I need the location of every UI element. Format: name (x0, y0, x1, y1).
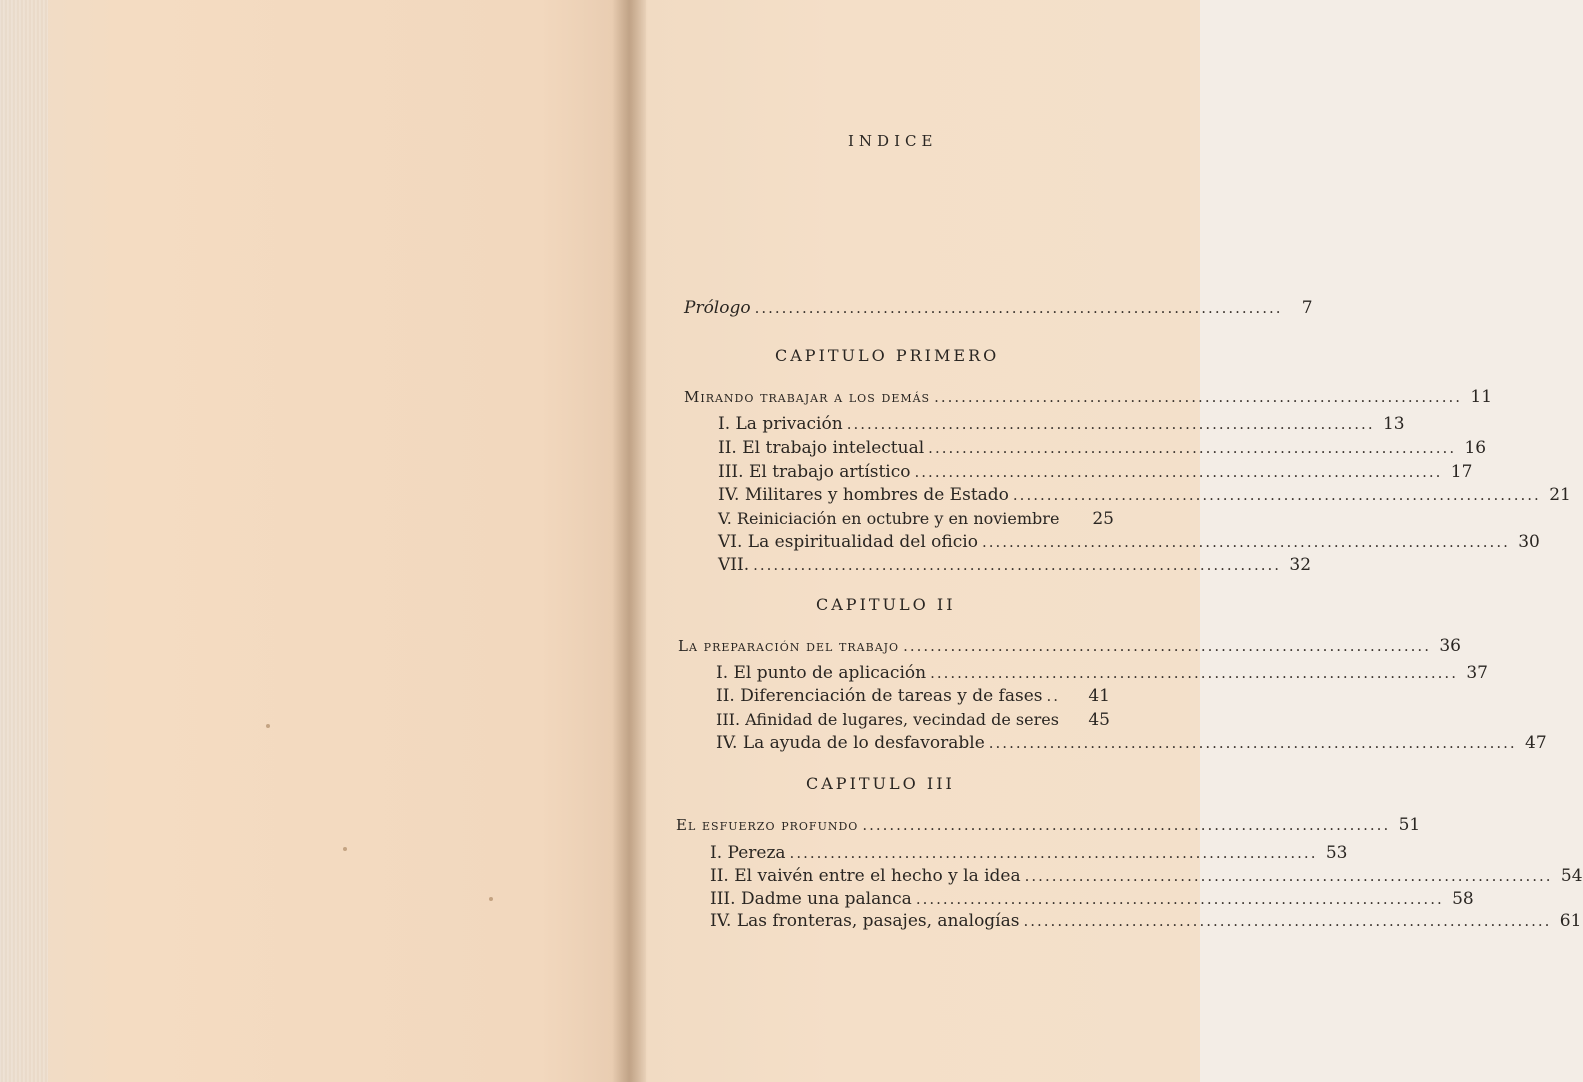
entry-page: 32 (1289, 555, 1312, 575)
index-title: INDICE (848, 132, 938, 150)
entry-label: La preparación del trabajo (678, 637, 900, 655)
dot-leader: .............................................................................. (981, 533, 1510, 551)
toc-entry-prologue (684, 298, 1313, 318)
dot-leader: .............................................................................. (1023, 912, 1552, 930)
toc-entry-chapter-title (684, 387, 1493, 407)
entry-label: II. El trabajo intelectual (718, 438, 925, 458)
dot-leader: .............................................................................. (934, 388, 1463, 406)
entry-label: II. El vaivén entre el hecho y la idea (710, 866, 1021, 886)
toc-entry (710, 866, 1583, 886)
entry-page: 17 (1450, 462, 1473, 482)
toc-entry (718, 532, 1540, 552)
toc-entry (716, 710, 1110, 730)
entry-page: 41 (1088, 686, 1110, 706)
dot-leader: .............................................................................. (754, 299, 1283, 317)
entry-label: IV. La ayuda de lo desfavorable (716, 733, 985, 753)
toc-entry (710, 843, 1348, 863)
entry-label: Mirando trabajar a los demás (684, 388, 931, 406)
entry-page: 51 (1398, 815, 1421, 835)
dot-leader: .............................................................................. (930, 664, 1458, 682)
toc-entry (718, 462, 1473, 482)
chapter-heading: CAPITULO III (806, 774, 955, 793)
entry-label: III. Dadme una palanca (710, 889, 912, 909)
toc-entry (716, 663, 1488, 683)
toc-entry-chapter-title (678, 636, 1461, 656)
entry-label: III. El trabajo artístico (718, 462, 911, 482)
dot-leader: .............................................................................. (846, 415, 1375, 433)
entry-page: 45 (1088, 710, 1110, 730)
dot-leader: .............................................................................. (1024, 867, 1553, 885)
chapter-heading: CAPITULO PRIMERO (775, 346, 1000, 365)
dot-leader: .............................................................................. (914, 463, 1443, 481)
toc-entry (716, 733, 1547, 753)
dot-leader: .............................................................................. (903, 637, 1431, 655)
dot-leader: .............................................................................. (915, 890, 1444, 908)
entry-label: Prólogo (684, 298, 751, 318)
dot-leader: .............................................................................. (928, 439, 1457, 457)
entry-page: 11 (1470, 387, 1493, 407)
dot-leader: .............................................................................. (753, 556, 1282, 574)
chapter-heading: CAPITULO II (816, 595, 956, 614)
entry-label: V. Reiniciación en octubre y en noviembre (718, 509, 1060, 528)
toc-entry (718, 485, 1571, 505)
toc-entry (718, 438, 1487, 458)
entry-label: III. Afinidad de lugares, vecindad de seres (716, 710, 1059, 729)
entry-page: 53 (1325, 843, 1348, 863)
entry-page: 54 (1560, 866, 1583, 886)
toc-entry-chapter-title (676, 815, 1421, 835)
entry-label: I. La privación (718, 414, 843, 434)
dot-leader: .. (1046, 687, 1061, 705)
entry-page: 30 (1518, 532, 1540, 552)
entry-label: VII. (718, 555, 750, 575)
dot-leader: .............................................................................. (789, 844, 1318, 862)
entry-page: 7 (1301, 298, 1313, 318)
toc-entry (718, 555, 1312, 575)
toc-entry (718, 509, 1114, 529)
entry-page: 25 (1092, 509, 1114, 529)
entry-page: 47 (1525, 733, 1547, 753)
dot-leader: .............................................................................. (988, 734, 1517, 752)
entry-label: II. Diferenciación de tareas y de fases (716, 686, 1043, 706)
entry-page: 16 (1464, 438, 1487, 458)
toc-entry (710, 911, 1582, 931)
entry-page: 61 (1559, 911, 1582, 931)
toc-entry (718, 414, 1405, 434)
toc-entry (710, 889, 1474, 909)
entry-label: El esfuerzo profundo (676, 816, 859, 834)
entry-label: IV. Las fronteras, pasajes, analogías (710, 911, 1020, 931)
entry-label: I. El punto de aplicación (716, 663, 927, 683)
entry-label: IV. Militares y hombres de Estado (718, 485, 1009, 505)
entry-page: 36 (1439, 636, 1461, 656)
dot-leader: .............................................................................. (1012, 486, 1541, 504)
entry-page: 13 (1382, 414, 1405, 434)
dot-leader: .............................................................................. (862, 816, 1391, 834)
entry-label: VI. La espiritualidad del oficio (718, 532, 978, 552)
entry-page: 21 (1549, 485, 1571, 505)
entry-label: I. Pereza (710, 843, 786, 863)
entry-page: 37 (1466, 663, 1488, 683)
toc-entry (716, 686, 1110, 706)
entry-page: 58 (1452, 889, 1474, 909)
